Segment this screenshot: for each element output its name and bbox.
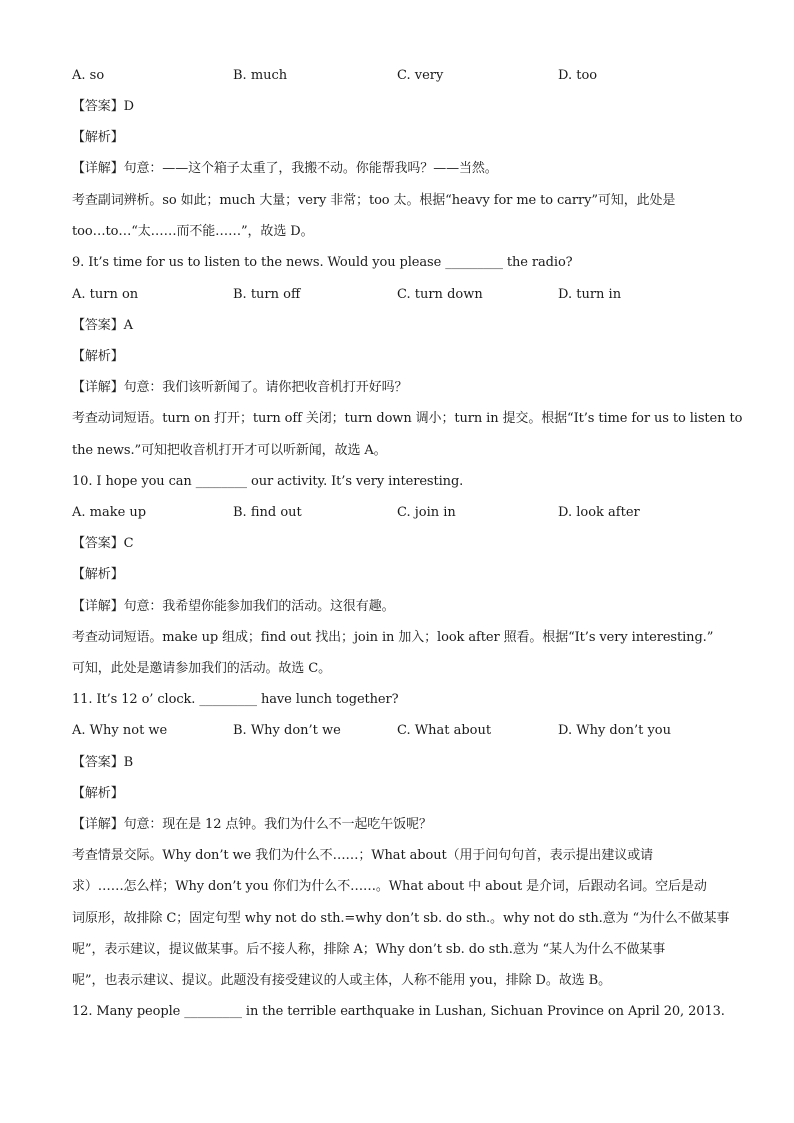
detail-translation: 【详解】句意：我们该听新闻了。请你把收音机打开好吗？ — [72, 380, 408, 395]
explanation-line: 考查动词短语。make up 组成；find out 找出；join in 加入；look after 照看。根据“It’s very interesting.” — [72, 630, 714, 645]
option-b: B. much — [233, 68, 288, 83]
question-9-stem: 9. It’s time for us to listen to the news. Would you please _________ the radio? — [72, 255, 573, 270]
option-a: A. make up — [72, 505, 147, 520]
explanation-line: 考查副词辨析。so 如此；much 大量；very 非常；too 太。根据“heavy for me to carry”可知，此处是 — [72, 193, 676, 208]
explanation-line: 考查情景交际。Why don’t we 我们为什么不……；What about（用于问句句首，表示提出建议或请 — [72, 848, 654, 863]
explanation-line: 考查动词短语。turn on 打开；turn off 关闭；turn down 调小；turn in 提交。根据“It’s time for us to listen to — [72, 411, 743, 426]
option-d: D. Why don’t you — [558, 723, 671, 738]
question-10-stem: 10. I hope you can ________ our activity. It’s very interesting. — [72, 474, 464, 489]
analysis-label: 【解析】 — [72, 130, 124, 145]
answer-label: 【答案】A — [72, 318, 133, 333]
option-a: A. so — [72, 68, 105, 83]
answer-label: 【答案】C — [72, 536, 134, 551]
option-a: A. turn on — [72, 287, 139, 302]
explanation-line: 可知，此处是邀请参加我们的活动。故选 C。 — [72, 661, 331, 676]
explanation-line: the news.”可知把收音机打开才可以听新闻，故选 A。 — [72, 443, 387, 458]
option-c: C. join in — [397, 505, 456, 520]
detail-translation: 【详解】句意：现在是 12 点钟。我们为什么不一起吃午饭呢？ — [72, 817, 432, 832]
analysis-label: 【解析】 — [72, 786, 124, 801]
option-d: D. turn in — [558, 287, 622, 302]
explanation-line: 呢”，也表示建议、提议。此题没有接受建议的人或主体，人称不能用 you，排除 D。故选 B。 — [72, 973, 611, 988]
analysis-label: 【解析】 — [72, 349, 124, 364]
answer-label: 【答案】D — [72, 99, 134, 114]
question-11-stem: 11. It’s 12 o’ clock. _________ have lunch together? — [72, 692, 399, 707]
explanation-line: 词原形，故排除 C；固定句型 why not do sth.=why don’t sb. do sth.。why not do sth.意为 “为什么不做某事 — [72, 911, 730, 926]
explanation-line: too…to…“太……而不能……”，故选 D。 — [72, 224, 314, 239]
analysis-label: 【解析】 — [72, 567, 124, 582]
option-c: C. What about — [397, 723, 492, 738]
option-c: C. turn down — [397, 287, 483, 302]
option-b: B. Why don’t we — [233, 723, 341, 738]
explanation-line: 呢”，表示建议，提议做某事。后不接人称，排除 A；Why don’t sb. do sth.意为 “某人为什么不做某事 — [72, 942, 666, 957]
detail-translation: 【详解】句意：我希望你能参加我们的活动。这很有趣。 — [72, 599, 395, 614]
answer-label: 【答案】B — [72, 755, 134, 770]
option-c: C. very — [397, 68, 444, 83]
option-d: D. too — [558, 68, 598, 83]
detail-translation: 【详解】句意：——这个箱子太重了，我搬不动。你能帮我吗？——当然。 — [72, 161, 498, 176]
option-b: B. find out — [233, 505, 302, 520]
explanation-line: 求）……怎么样；Why don’t you 你们为什么不……。What about 中 about 是介词，后跟动名词。空后是动 — [72, 879, 707, 894]
option-b: B. turn off — [233, 287, 301, 302]
option-d: D. look after — [558, 505, 640, 520]
question-12-stem: 12. Many people _________ in the terrible earthquake in Lushan, Sichuan Province on April 20, 2013. — [72, 1004, 725, 1019]
option-a: A. Why not we — [72, 723, 168, 738]
